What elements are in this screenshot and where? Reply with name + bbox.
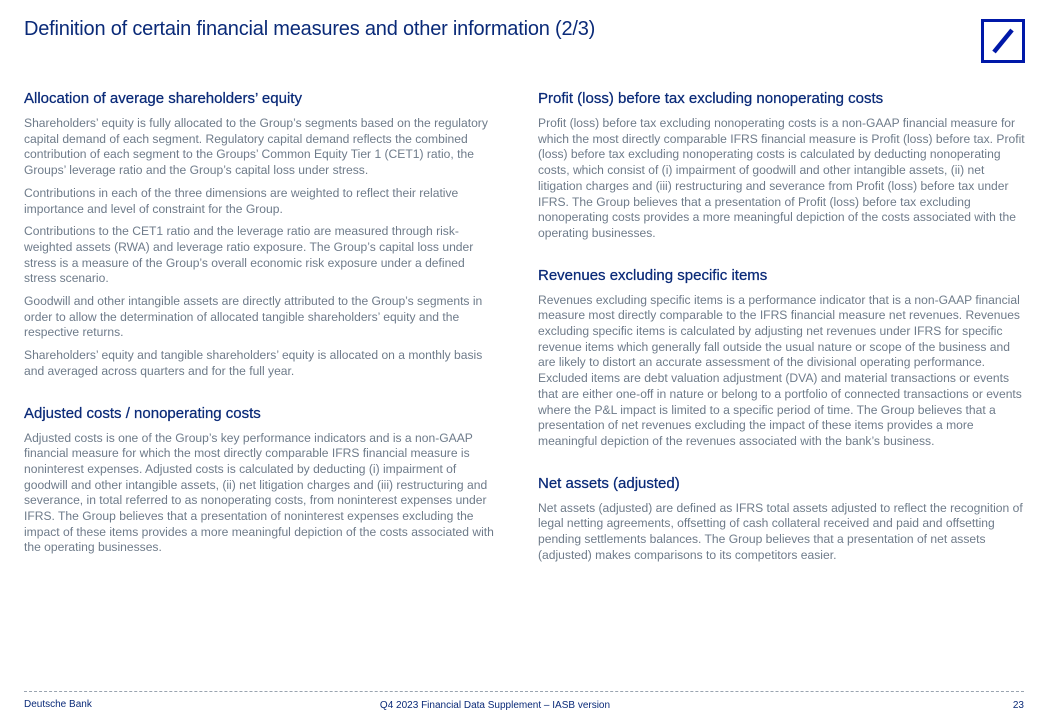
section-allocation-equity bbox=[24, 90, 500, 380]
section-revenues-excluding bbox=[538, 267, 1028, 450]
section-paragraph: Net assets (adjusted) are defined as IFRS total assets adjusted to reflect the recognition of legal netting agreements, offsetting of cash collateral received and paid and offsetting pending settlements balances. The Group believes that a presentation of net assets (adjusted) makes comparisons to its competitors easier. bbox=[538, 500, 1023, 562]
section-profit-before-tax bbox=[538, 90, 1028, 242]
section-paragraph: Adjusted costs is one of the Group’s key performance indicators and is a non-GAAP financial measure for which the most directly comparable IFRS financial measure is noninterest expenses. Adjusted costs is calculated by deducting (i) impairment of goodwill and other intangible assets, (ii) net litigation charges and (iii) restructuring and severance, in total referred to as nonoperating costs, from noninterest expenses under IFRS. The Group believes that a presentation of noninterest expenses excluding the impact of these items provides a more meaningful depiction of the costs associated with the operating businesses. bbox=[24, 430, 494, 555]
footer-document-title: Q4 2023 Financial Data Supplement – IASB version bbox=[379, 700, 611, 711]
section-heading: Adjusted costs / nonoperating costs bbox=[24, 404, 261, 422]
section-heading: Net assets (adjusted) bbox=[538, 474, 680, 492]
section-paragraph: Shareholders’ equity and tangible shareholders’ equity is allocated on a monthly basis and averaged across quarters and for the full year. bbox=[24, 348, 483, 378]
right-column bbox=[538, 90, 1028, 588]
footer-divider bbox=[24, 691, 1024, 692]
section-net-assets bbox=[538, 475, 1028, 564]
section-paragraph: Shareholders’ equity is fully allocated to the Group’s segments based on the regulatory capital demand of each segment. Regulatory capital demand reflects the combined contribution of each segment to the Groups’ Common Equity Tier 1 (CET1) ratio, the Groups’ leverage ratio and the Group’s capital loss under stress. bbox=[24, 116, 488, 178]
section-heading: Revenues excluding specific items bbox=[538, 266, 768, 284]
page-title: Definition of certain financial measures and other information (2/3) bbox=[24, 18, 596, 40]
section-heading: Profit (loss) before tax excluding nonoperating costs bbox=[538, 90, 884, 107]
section-paragraph: Goodwill and other intangible assets are directly attributed to the Group’s segments in order to allow the determination of allocated tangible shareholders’ equity and the respective returns. bbox=[24, 294, 483, 340]
section-heading: Allocation of average shareholders’ equity bbox=[24, 90, 302, 107]
left-column bbox=[24, 90, 500, 581]
page-number: 23 bbox=[1012, 700, 1024, 711]
section-paragraph: Contributions in each of the three dimensions are weighted to reflect their relative importance and level of constraint for the Group. bbox=[24, 185, 459, 216]
footer-brand: Deutsche Bank bbox=[24, 699, 92, 710]
deutsche-bank-logo-icon bbox=[981, 19, 1025, 63]
section-paragraph: Contributions to the CET1 ratio and the leverage ratio are measured through risk-weighted assets (RWA) and leverage ratio exposure. The Group’s capital loss under stress is a measure of the Group’s overall economic risk exposure under a defined stress scenario. bbox=[24, 224, 474, 286]
section-paragraph: Revenues excluding specific items is a performance indicator that is a non-GAAP financial measure most directly comparable to the IFRS financial measure net revenues. Revenues excluding specific items is calculated by adjusting net revenues under IFRS for specific revenue items which generally fall outside the usual nature or scope of the business and are likely to distort an accurate assessment of the divisional operating performance. Excluded items are debt valuation adjustment (DVA) and material transactions or events that are either one-off in nature or belong to a portfolio of connected transactions or events where the P&L impact is limited to a specific period of time. The Group believes that a presentation of net revenues excluding the impact of these items provides a more meaningful depiction of the revenues associated with the bank’s business. bbox=[538, 292, 1022, 448]
section-adjusted-costs bbox=[24, 405, 500, 557]
section-paragraph: Profit (loss) before tax excluding nonoperating costs is a non-GAAP financial measure for which the most directly comparable IFRS financial measure is Profit (loss) before tax. Profit (loss) before tax excluding nonoperating costs is calculated by deducting nonoperating costs, which consist of (i) impairment of goodwill and other intangible assets, (ii) net litigation charges and (iii) restructuring and severance from Profit (loss) before tax under IFRS. The Group believes that a presentation of Profit (loss) before tax excluding nonoperating costs provides a more meaningful depiction of the costs associated with the operating businesses. bbox=[538, 116, 1025, 240]
